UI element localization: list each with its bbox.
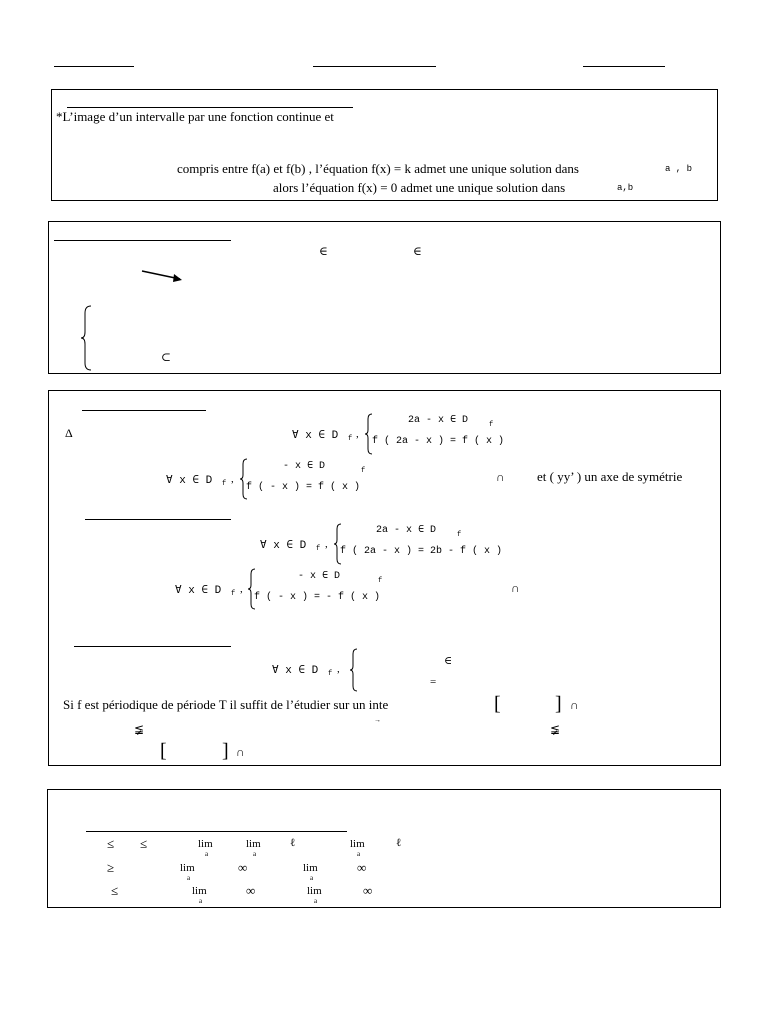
box4-r3-lim2: lim: [307, 885, 322, 897]
eq5-comma: ,: [337, 663, 340, 675]
box4-r3-lim1-sub: a: [199, 897, 203, 905]
eq3-forall: ∀ x ∈ D: [260, 540, 307, 552]
box4-r1-lim3-sub: a: [357, 850, 361, 858]
box2-element-of-1: ∈: [319, 244, 328, 258]
box4-r3-inf1: ∞: [246, 883, 256, 898]
box3-cap-2: ∩: [511, 581, 520, 595]
box4-r3-lim2-sub: a: [314, 897, 318, 905]
eq4-row1-sub: f: [378, 577, 383, 585]
box3-small-arrow: →: [374, 716, 381, 724]
box3-title3-underline: [74, 646, 231, 647]
box3-bracket2-open: [: [160, 740, 167, 762]
box4-r2-lim2-sub: a: [310, 874, 314, 882]
box1-title-underline: [67, 107, 353, 108]
box1-line3: alors l’équation f(x) = 0 admet une unique solution dans: [273, 180, 566, 195]
box4-r1-ell1: ℓ: [290, 837, 296, 849]
box4-r3-lim1: lim: [192, 885, 207, 897]
box1-line2-interval: a , b: [665, 164, 693, 174]
eq2-brace-icon: [239, 458, 249, 500]
header-underline-left: [54, 66, 134, 67]
eq5-element-of: ∈: [444, 655, 453, 667]
eq2-row2: f ( - x ) = f ( x ): [246, 482, 361, 493]
eq1-brace-icon: [364, 413, 374, 455]
box4-r1-lim2-sub: a: [253, 850, 257, 858]
eq5-forall: ∀ x ∈ D: [272, 665, 319, 677]
header-underline-right: [583, 66, 665, 67]
eq1-forall: ∀ x ∈ D: [292, 430, 339, 442]
box2-subset: ⊂: [161, 350, 172, 364]
box2-element-of-2: ∈: [413, 244, 422, 258]
eq3-forall-sub: f: [316, 545, 321, 553]
box3-glyph-b: ≨: [550, 722, 561, 736]
header-underline-center: [313, 66, 436, 67]
box4-r2-ge: ≥: [107, 860, 115, 875]
eq2-row1: - x ∈ D: [283, 461, 326, 472]
box3-glyph-a: ≨: [134, 722, 145, 736]
box2-title-underline: [54, 240, 231, 241]
eq3-row2: f ( 2a - x ) = 2b - f ( x ): [340, 546, 503, 557]
box4-r2-lim1: lim: [180, 862, 195, 874]
box4-r1-lim1: lim: [198, 838, 213, 850]
box4-r1-lim1-sub: a: [205, 850, 209, 858]
box1-line1: *L’image d’un intervalle par une fonction continue et: [56, 109, 334, 124]
eq4-brace-icon: [247, 568, 257, 610]
box4-r3-inf2: ∞: [363, 883, 373, 898]
box3-bracket-close: ]: [555, 693, 562, 715]
box1-line3-interval: a,b: [617, 183, 634, 193]
box4-r2-inf2: ∞: [357, 860, 367, 875]
box4-r1-lim2: lim: [246, 838, 261, 850]
box3-periodic-text: Si f est périodique de période T il suffit de l’étudier sur un inte: [63, 697, 389, 712]
box4-r2-lim1-sub: a: [187, 874, 191, 882]
box-bijection: [48, 221, 721, 374]
eq3-row1-sub: f: [457, 531, 462, 539]
eq5-forall-sub: f: [328, 670, 333, 678]
eq4-row1: - x ∈ D: [298, 571, 341, 582]
eq2-forall-sub: f: [222, 480, 227, 488]
box3-bracket-open: [: [494, 693, 501, 715]
eq1-row1-sub: f: [489, 421, 494, 429]
box2-arrow-icon: [140, 268, 186, 284]
eq1-comma: ,: [356, 428, 359, 440]
eq2-comma: ,: [231, 473, 234, 485]
eq5-equal: =: [430, 676, 437, 688]
eq2-forall: ∀ x ∈ D: [166, 475, 213, 487]
box3-cap-4: ∩: [236, 745, 245, 759]
eq1-forall-sub: f: [348, 435, 353, 443]
box3-bracket2-close: ]: [222, 740, 229, 762]
box4-r1-ell2: ℓ: [396, 837, 402, 849]
box3-title1-underline: [82, 410, 206, 411]
box4-r1-le1: ≤: [107, 836, 115, 851]
box4-r2-inf1: ∞: [238, 860, 248, 875]
eq3-row1: 2a - x ∈ D: [376, 525, 437, 536]
eq2-row1-sub: f: [361, 467, 366, 475]
box4-r1-lim3: lim: [350, 838, 365, 850]
box3-axis-text: et ( yy’ ) un axe de symétrie: [537, 469, 683, 484]
eq4-row2: f ( - x ) = - f ( x ): [254, 592, 381, 603]
eq4-comma: ,: [240, 583, 243, 595]
box4-r1-le2: ≤: [140, 836, 148, 851]
box1-line2: compris entre f(a) et f(b) , l’équation f(x) = k admet une unique solution dans: [177, 161, 579, 176]
box3-title2-underline: [85, 519, 231, 520]
box2-left-brace-icon: [80, 305, 94, 371]
eq3-comma: ,: [325, 538, 328, 550]
box4-title-underline: [86, 831, 347, 832]
eq3-brace-icon: [333, 523, 343, 565]
eq4-forall: ∀ x ∈ D: [175, 585, 222, 597]
eq4-forall-sub: f: [231, 590, 236, 598]
eq1-row2: f ( 2a - x ) = f ( x ): [372, 436, 505, 447]
eq5-brace-icon: [349, 648, 359, 692]
box3-cap-1: ∩: [496, 470, 505, 484]
eq1-row1: 2a - x ∈ D: [408, 415, 469, 426]
box-limits: [47, 789, 721, 908]
box3-delta: Δ: [65, 426, 73, 440]
box4-r2-lim2: lim: [303, 862, 318, 874]
box3-cap-3: ∩: [570, 698, 579, 712]
box4-r3-le: ≤: [111, 883, 119, 898]
